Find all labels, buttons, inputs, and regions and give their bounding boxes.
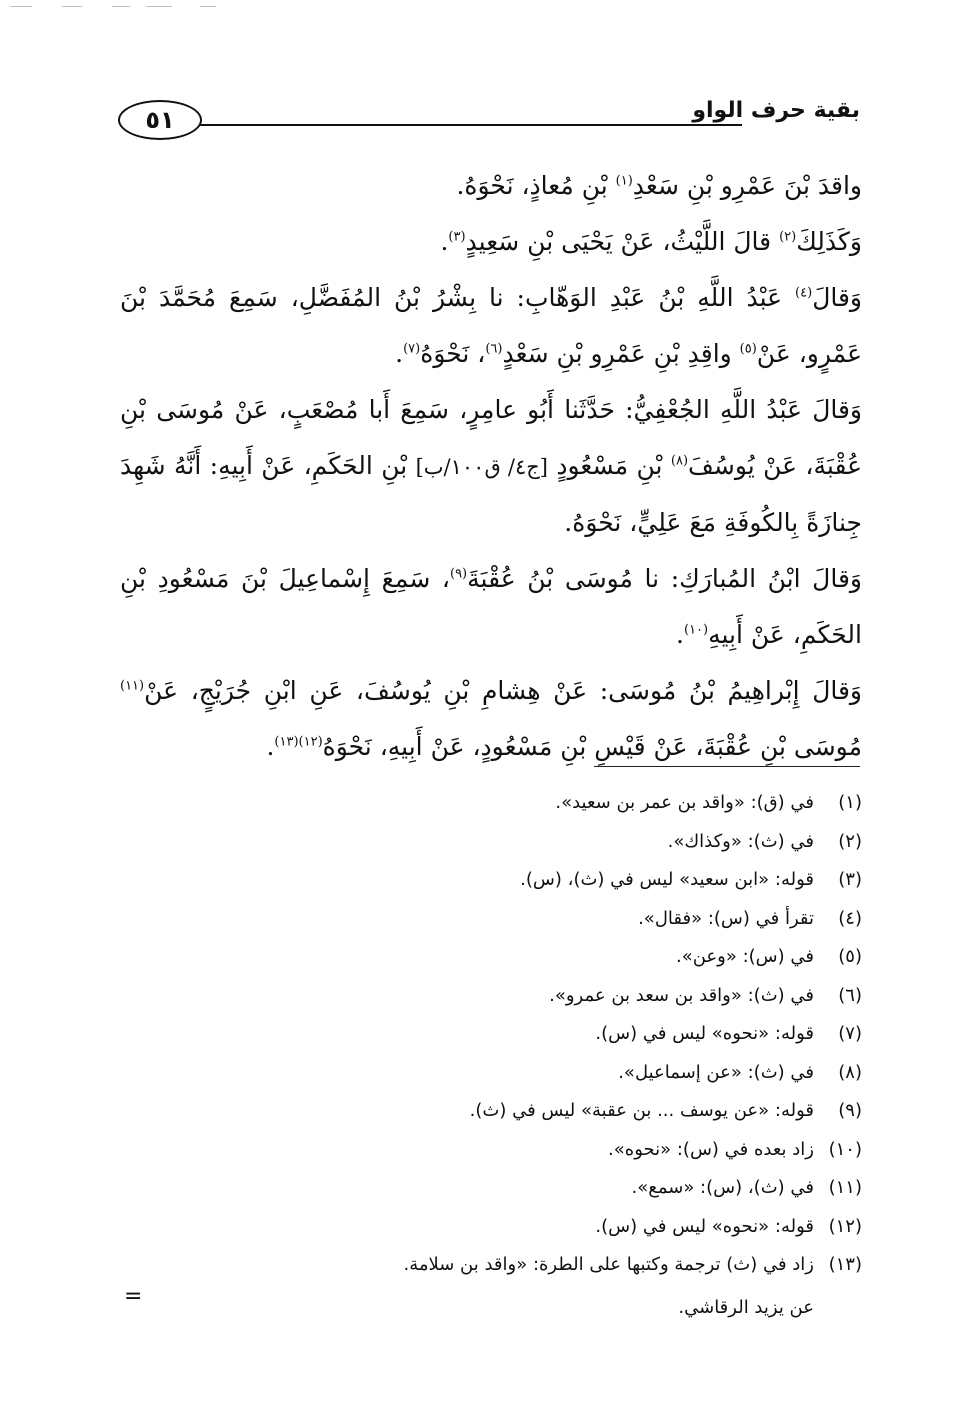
para-text: وَقالَ عَبْدُ اللَّهِ الجُعْفِيُّ: حَدَّثَنا أَبُو عامِرٍ، سَمِعَ أَبا مُصْعَبٍ، عَنْ مُوسَى بْنِ عُقْبَةَ، عَنْ يُوسُفَ — [120, 395, 863, 480]
para-text: ، نَحْوَهُ — [420, 339, 486, 368]
paragraph-3 — [120, 270, 862, 382]
footnote-text: قوله: «ابن سعيد» ليس في (ث)، (س). — [520, 869, 814, 890]
para-text: . — [395, 339, 404, 368]
footnote-10 — [120, 1131, 862, 1170]
footnote-ref: (٤) — [795, 285, 813, 301]
footnote-number: (٧) — [838, 1023, 862, 1044]
paragraph-2 — [120, 214, 862, 270]
para-text: وَقالَ ابْنُ المُبارَكِ: نا مُوسَى بْنُ عُقْبَةَ — [467, 564, 862, 593]
footnote-ref: (٨) — [670, 453, 689, 469]
para-text: . — [676, 620, 684, 649]
footnote-number: (١) — [838, 792, 862, 813]
footnote-number: (١٣) — [828, 1254, 862, 1275]
para-text: بْنِ الحَكَمِ، عَنْ أَبِيهِ: أَنَّهُ شَهِدَ جِنازَةً بِالكُوفَةِ مَعَ عَلِيٍّ، نَحْوَهُ. — [120, 451, 862, 537]
para-text: وَقالَ إِبْراهِيمُ بْنُ مُوسَى: عَنْ هِشامِ بْنِ يُوسُفَ، عَنِ ابْنِ جُرَيْجٍ، عَنْ — [144, 676, 862, 705]
para-text: قالَ اللَّيْثُ، عَنْ يَحْيَى بْنِ سَعِيدٍ — [465, 227, 780, 256]
footnote-text: قوله: «نحوه» ليس في (س). — [595, 1023, 814, 1044]
para-text: عَبْدُ اللَّهِ بْنُ عَبْدِ الوَهّابِ: نا بِشْرُ بْنُ المُفَضَّلِ، سَمِعَ مُحَمَّدَ بْنَ عَمْرٍو، عَنْ — [120, 283, 862, 368]
footnote-ref: (٦) — [485, 341, 503, 357]
footnote-2 — [120, 823, 862, 862]
footnote-ref: (٣) — [448, 229, 466, 245]
footnote-ref: (١٢)(١٣) — [274, 734, 323, 750]
para-text: بْنِ مَسْعُودٍ — [547, 451, 671, 480]
page-header — [118, 92, 860, 148]
footnote-3 — [120, 861, 862, 900]
footnote-5 — [120, 938, 862, 977]
footnote-text: في (ث): «وكذاك». — [667, 830, 814, 852]
continuation-mark: = — [124, 1284, 143, 1309]
footnote-text: قوله: «نحوه» ليس في (س). — [595, 1215, 814, 1237]
footnote-ref: (٩) — [449, 566, 468, 582]
footnote-number: (٥) — [838, 946, 862, 967]
paragraph-6 — [120, 663, 862, 775]
paragraph-5 — [120, 551, 862, 663]
footnote-continuation: عن يزيد الرقاشي. — [678, 1296, 814, 1318]
running-title: بقية حرف الواو — [692, 98, 860, 123]
main-text — [120, 158, 862, 775]
footnotes — [120, 784, 862, 1327]
footnote-text: زاد بعده في (س): «نحوه». — [608, 1138, 814, 1160]
para-text: . — [266, 732, 275, 761]
paragraph-1 — [120, 158, 862, 214]
footnote-11 — [120, 1169, 862, 1208]
footnote-8 — [120, 1054, 862, 1093]
header-rule — [200, 124, 742, 126]
footnote-ref: (١٠) — [683, 622, 709, 638]
footnote-13 — [120, 1246, 862, 1285]
footnote-number: (١٢) — [828, 1215, 862, 1237]
footnote-ref: (٥) — [739, 341, 757, 357]
footnote-number: (٩) — [838, 1100, 862, 1121]
paragraph-4 — [120, 382, 862, 551]
footnote-text: في (ث)، (س): «سمع». — [631, 1177, 814, 1198]
footnote-number: (١١) — [828, 1177, 862, 1198]
footnote-number: (٢) — [838, 830, 862, 852]
para-text: . — [440, 227, 449, 256]
footnote-9 — [120, 1092, 862, 1131]
manuscript-folio-marker: [ج٤/ ق١٠٠/ب] — [415, 455, 548, 479]
page-number: ٥١ — [118, 100, 202, 140]
footnote-text: في (س): «وعن». — [675, 946, 814, 967]
para-text: مُوسَى بْنِ عُقْبَةَ، عَنْ قَيْسِ بْنِ مَسْعُودٍ، عَنْ أَبِيهِ، نَحْوَهُ — [322, 732, 862, 761]
footnote-text: زاد في (ث) ترجمة وكتبها على الطرة: «واقد بن سلامة. — [403, 1254, 814, 1275]
para-text: واقدَ بْنَ عَمْرِو بْنِ سَعْدِ — [632, 171, 862, 200]
footnote-ref: (٧) — [403, 341, 421, 357]
para-text: وَقالَ — [812, 283, 862, 312]
footnote-text: في (ث): «عن إسماعيل». — [618, 1061, 814, 1083]
footnote-text: قوله: «عن يوسف ... بن عقبة» ليس في (ث). — [469, 1100, 814, 1121]
footnote-ref: (٢) — [779, 229, 797, 245]
footnote-ref: (١) — [615, 173, 633, 189]
footnote-1 — [120, 784, 862, 823]
footnote-ref: (١١) — [120, 678, 145, 694]
footnote-number: (٨) — [838, 1061, 862, 1083]
para-text: ، سَمِعَ إِسْماعِيلَ بْنَ مَسْعُودِ بْنِ الحَكَمِ، عَنْ أَبِيهِ — [120, 564, 862, 649]
para-text: بْنِ مُعاذٍ، نَحْوَهُ. — [456, 171, 616, 200]
footnote-text: في (ث): «واقد بن سعد بن عمرو». — [549, 984, 814, 1006]
para-text: واقِدِ بْنِ عَمْرِو بْنِ سَعْدٍ — [502, 339, 740, 368]
footnote-separator — [594, 766, 860, 767]
footnote-text: تقرأ في (س): «فقال». — [638, 907, 814, 929]
footnote-number: (١٠) — [828, 1138, 862, 1160]
scan-marks — [0, 6, 260, 10]
footnote-number: (٦) — [838, 984, 862, 1006]
footnote-4 — [120, 900, 862, 939]
footnote-7 — [120, 1015, 862, 1054]
footnote-6 — [120, 977, 862, 1016]
footnote-text: في (ق): «واقد بن عمر بن سعيد». — [555, 792, 814, 813]
footnote-12 — [120, 1208, 862, 1247]
footnote-number: (٤) — [838, 907, 862, 929]
para-text: وَكَذَلِكَ — [796, 227, 862, 256]
footnote-number: (٣) — [838, 869, 862, 890]
